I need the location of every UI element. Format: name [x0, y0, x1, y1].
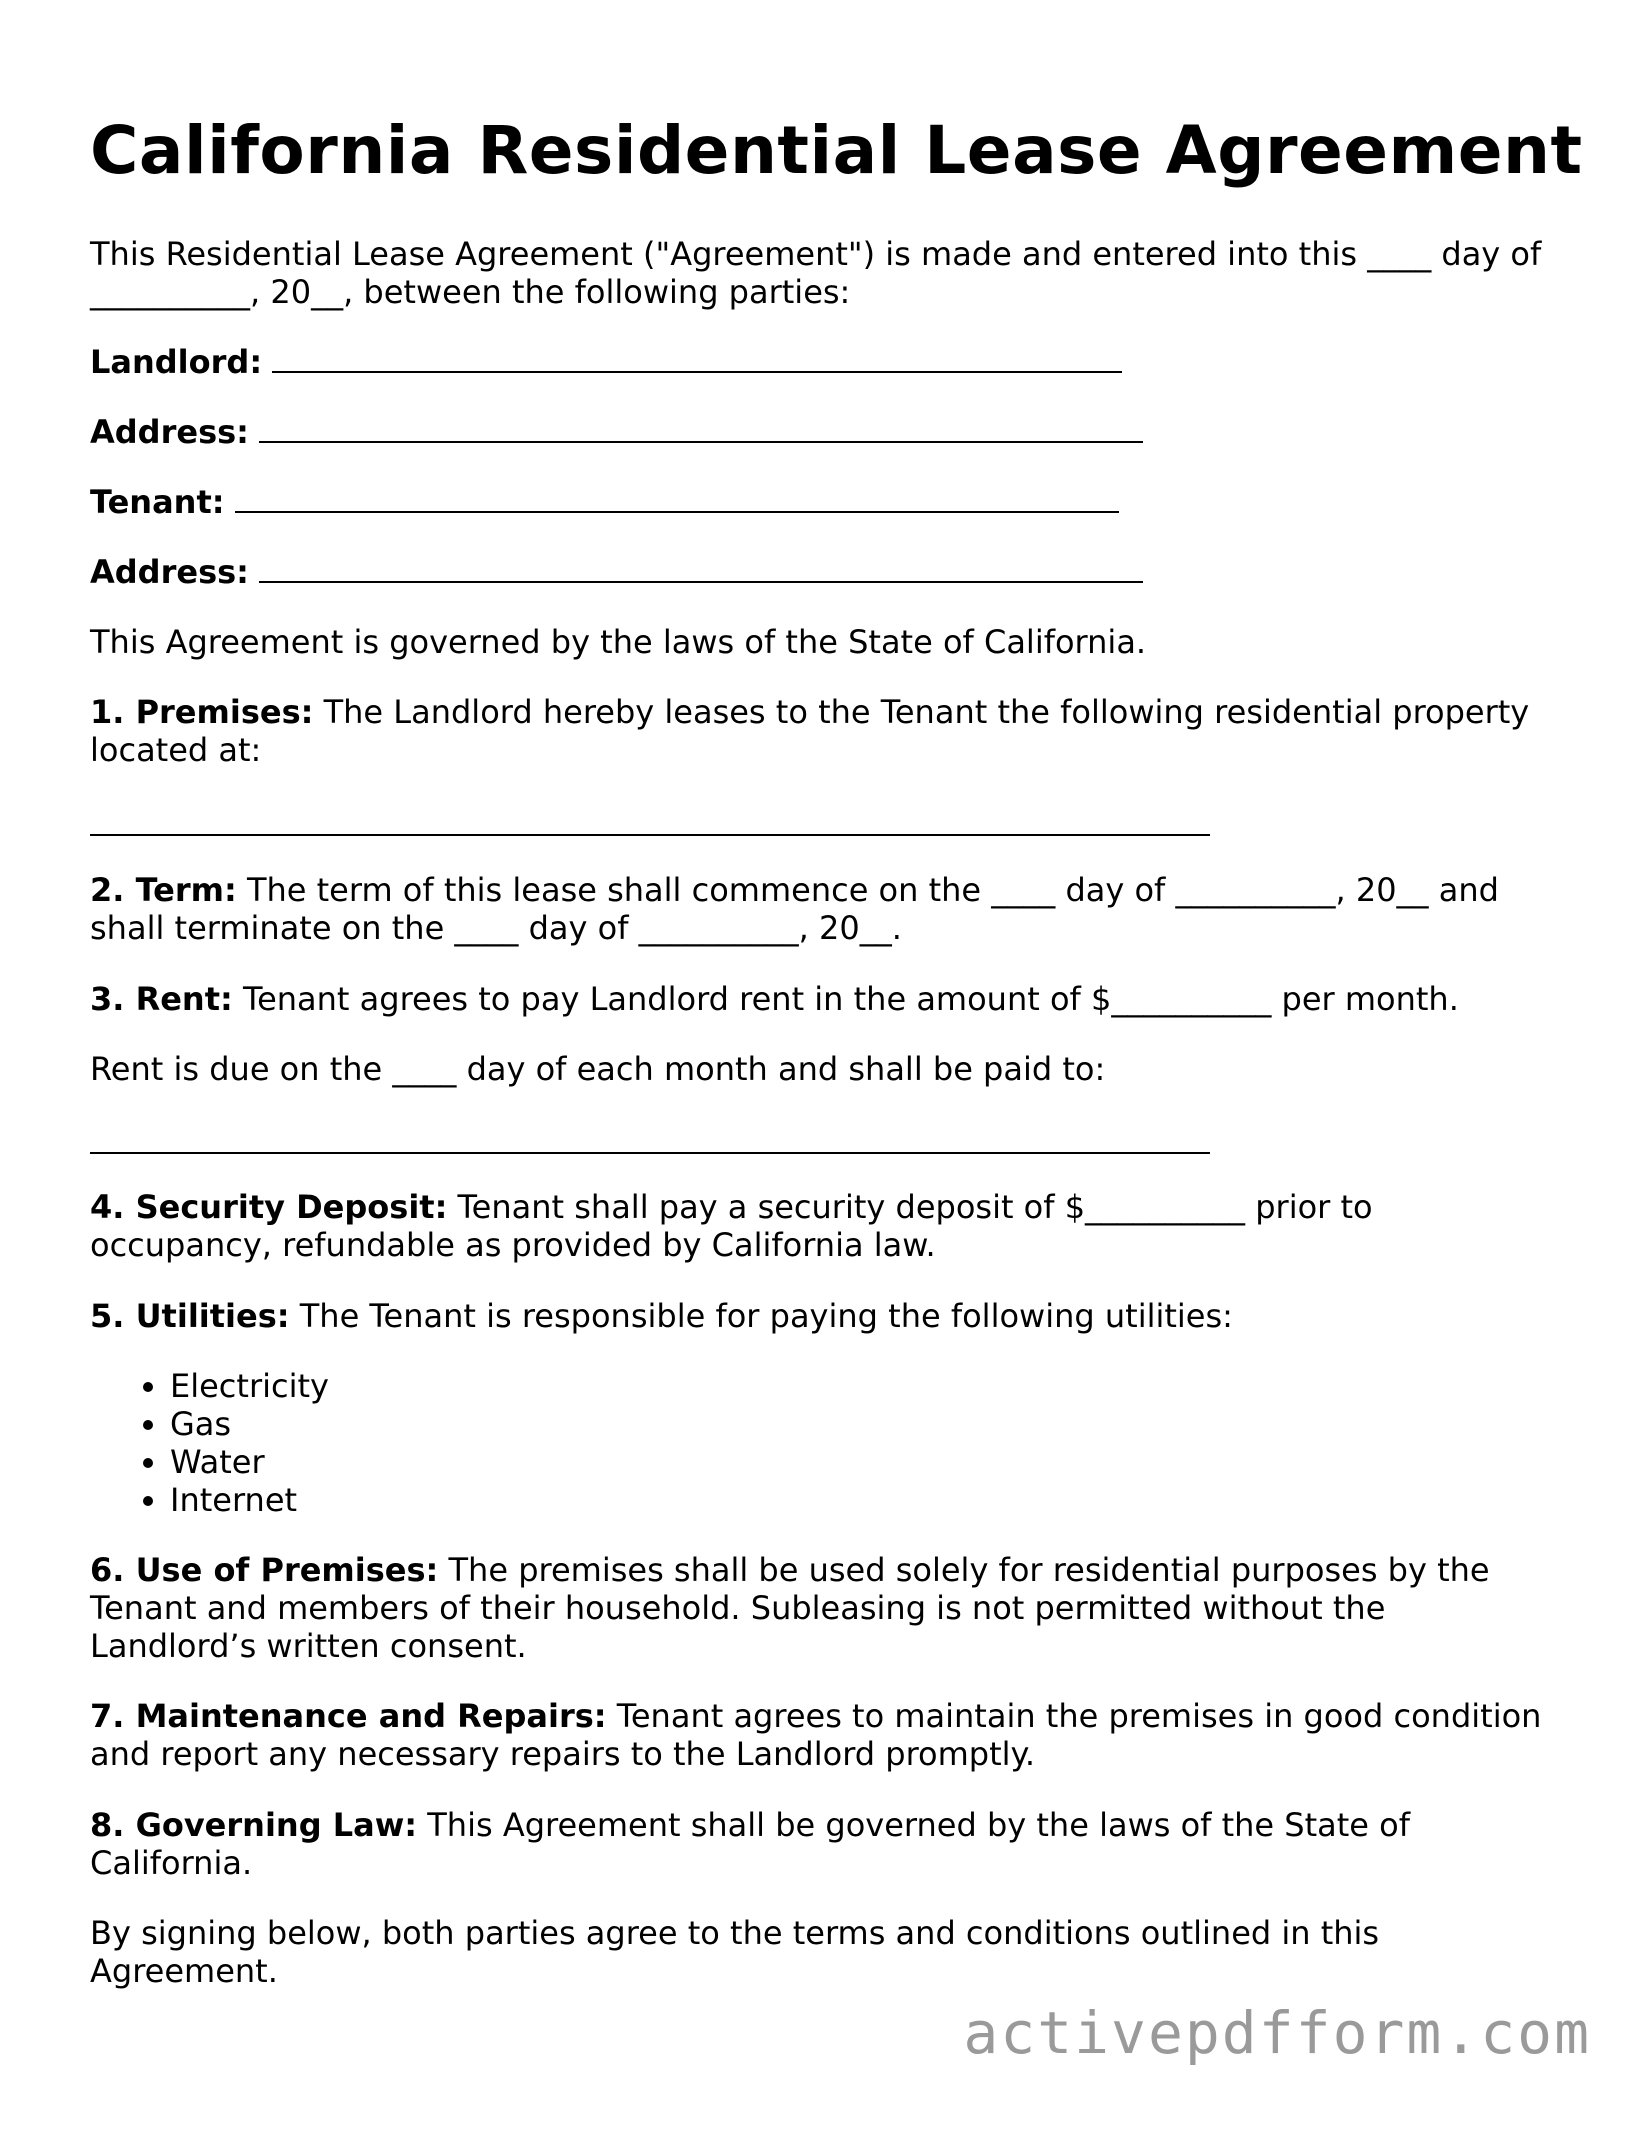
watermark: activepdfform.com	[963, 1999, 1591, 2067]
utility-item: • Electricity	[170, 1367, 329, 1405]
section-governing-law	[90, 1806, 1570, 1882]
closing-line-1: By signing below, both parties agree to the terms and conditions outlined in this	[90, 1914, 1380, 1952]
utility-item: • Water	[170, 1443, 329, 1481]
rent-text-1: Tenant agrees to pay Landlord rent in the amount of $__________ per month.	[232, 980, 1459, 1018]
premises-text-2: located at:	[90, 731, 262, 769]
term-text-2: shall terminate on the ____ day of __________, 20__.	[90, 909, 902, 947]
premises-heading: 1. Premises:	[90, 693, 314, 731]
landlord-label: Landlord:	[90, 343, 263, 381]
section-use-of-premises	[90, 1551, 1570, 1665]
maintenance-text-1: Tenant agrees to maintain the premises in good condition	[606, 1697, 1542, 1735]
intro-line-2: __________, 20__, between the following parties:	[90, 273, 851, 311]
utilities-list	[90, 1367, 329, 1519]
law-text-2: California.	[90, 1844, 253, 1882]
use-text-2: Tenant and members of their household. Subleasing is not permitted without the	[90, 1589, 1386, 1627]
landlord-field	[90, 343, 1122, 381]
section-security-deposit	[90, 1188, 1570, 1264]
term-heading: 2. Term:	[90, 871, 237, 909]
governing-statement: This Agreement is governed by the laws of the State of California.	[90, 623, 1147, 661]
law-text-1: This Agreement shall be governed by the laws of the State of	[417, 1806, 1410, 1844]
rent-heading: 3. Rent:	[90, 980, 233, 1018]
maintenance-heading: 7. Maintenance and Repairs:	[90, 1697, 607, 1735]
utility-item: • Internet	[170, 1481, 329, 1519]
utility-item: • Gas	[170, 1405, 329, 1443]
utilities-heading: 5. Utilities:	[90, 1297, 290, 1335]
deposit-heading: 4. Security Deposit:	[90, 1188, 448, 1226]
use-heading: 6. Use of Premises:	[90, 1551, 439, 1589]
landlord-address-label: Address:	[90, 413, 249, 451]
tenant-blank[interactable]	[235, 483, 1119, 513]
deposit-text-1: Tenant shall pay a security deposit of $__________ prior to	[447, 1188, 1373, 1226]
section-rent	[90, 980, 1570, 1018]
intro-paragraph	[90, 235, 1570, 311]
utilities-text-1: The Tenant is responsible for paying the following utilities:	[289, 1297, 1233, 1335]
term-text-1: The term of this lease shall commence on the ____ day of __________, 20__ and	[236, 871, 1499, 909]
rent-due-statement: Rent is due on the ____ day of each month and shall be paid to:	[90, 1050, 1106, 1088]
tenant-field	[90, 483, 1119, 521]
section-premises	[90, 693, 1570, 769]
section-utilities	[90, 1297, 1570, 1335]
closing-line-2: Agreement.	[90, 1952, 278, 1990]
premises-text-1: The Landlord hereby leases to the Tenant the following residential property	[313, 693, 1530, 731]
tenant-label: Tenant:	[90, 483, 225, 521]
section-term	[90, 871, 1570, 947]
tenant-address-label: Address:	[90, 553, 249, 591]
document-title: California Residential Lease Agreement	[90, 112, 1583, 189]
maintenance-text-2: and report any necessary repairs to the Landlord promptly.	[90, 1735, 1036, 1773]
closing-paragraph	[90, 1914, 1570, 1990]
landlord-address-field	[90, 413, 1143, 451]
use-text-1: The premises shall be used solely for residential purposes by the	[438, 1551, 1490, 1589]
intro-line-1: This Residential Lease Agreement ("Agreement") is made and entered into this ____ day of	[90, 235, 1542, 273]
tenant-address-blank[interactable]	[259, 553, 1143, 583]
tenant-address-field	[90, 553, 1143, 591]
landlord-address-blank[interactable]	[259, 413, 1143, 443]
section-maintenance	[90, 1697, 1570, 1773]
law-heading: 8. Governing Law:	[90, 1806, 418, 1844]
premises-address-blank[interactable]	[90, 834, 1210, 836]
landlord-blank[interactable]	[272, 343, 1122, 373]
use-text-3: Landlord’s written consent.	[90, 1627, 527, 1665]
rent-payee-blank[interactable]	[90, 1152, 1210, 1154]
deposit-text-2: occupancy, refundable as provided by California law.	[90, 1226, 936, 1264]
